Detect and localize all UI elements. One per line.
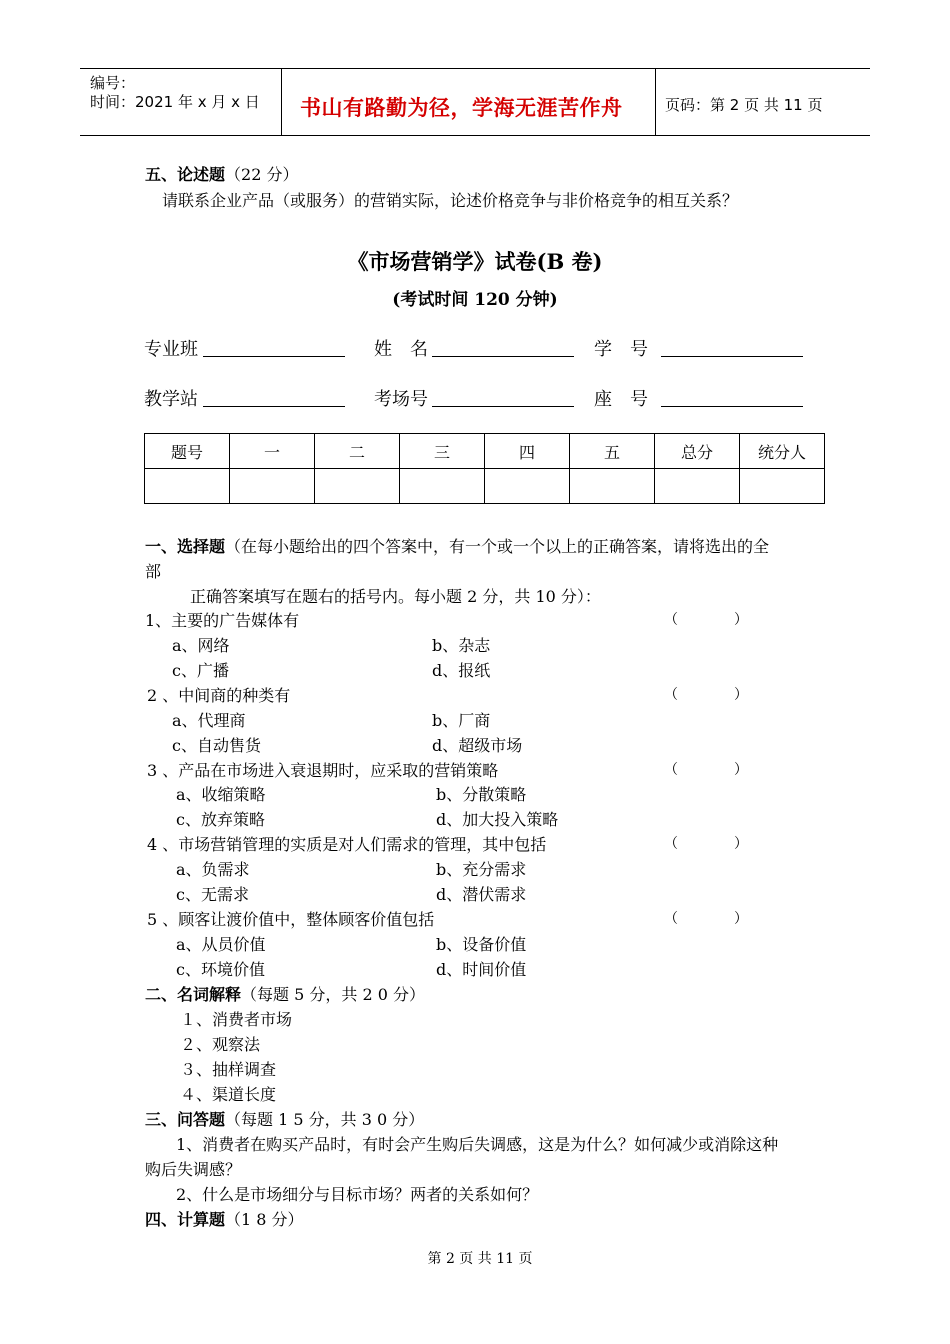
score-value-cell[interactable]	[740, 469, 825, 504]
field-name-line[interactable]	[432, 356, 574, 357]
field-student-id-label: 学 号	[594, 339, 648, 360]
doc-code-label: 编号：	[90, 74, 136, 92]
section4-heading	[145, 1207, 304, 1230]
score-value-cell[interactable]	[570, 469, 655, 504]
option-a: a、网络	[172, 636, 230, 655]
field-student-id-line[interactable]	[661, 356, 803, 357]
option-d: d、潜伏需求	[436, 885, 527, 904]
section5-title: 五、论述题	[145, 165, 226, 184]
section3-q1-line1: 1、消费者在购买产品时，有时会产生购后失调感，这是为什么？如何减少或消除这种	[176, 1135, 779, 1154]
option-c: c、环境价值	[176, 960, 265, 979]
score-value-cell[interactable]	[485, 469, 570, 504]
option-b: b、分散策略	[436, 785, 527, 804]
score-header-cell: 一	[230, 434, 315, 469]
page-info: 页码：第 2 页 共 11 页	[665, 96, 823, 114]
section2-heading	[145, 982, 425, 1005]
question-stem: 3 、产品在市场进入衰退期时，应采取的营销策略	[147, 761, 499, 780]
section1-instruction-b: 部	[145, 562, 162, 581]
header-motto: 书山有路勤为径，学海无涯苦作舟	[300, 96, 623, 120]
score-header-cell: 三	[400, 434, 485, 469]
section4-title: 四、计算题	[145, 1210, 226, 1229]
field-major-line[interactable]	[203, 356, 345, 357]
answer-bracket[interactable]: （ ）	[664, 911, 748, 927]
section1-title: 一、选择题	[145, 537, 226, 556]
section4-score: （1 8 分）	[225, 1210, 304, 1229]
option-c: c、自动售货	[172, 736, 261, 755]
section3-q1-line2: 购后失调感？	[145, 1160, 242, 1179]
score-header-cell: 二	[315, 434, 400, 469]
score-table-value-row	[145, 469, 825, 504]
field-station-label: 教学站	[144, 389, 198, 410]
score-header-cell: 统分人	[740, 434, 825, 469]
answer-bracket[interactable]: （ ）	[664, 687, 748, 703]
section2-title: 二、名词解释	[145, 985, 242, 1004]
score-value-cell[interactable]	[145, 469, 230, 504]
option-c: c、广播	[172, 661, 229, 680]
option-a: a、代理商	[172, 711, 246, 730]
option-d: d、报纸	[432, 661, 491, 680]
field-seat-line[interactable]	[661, 406, 803, 407]
field-room-label: 考场号	[374, 389, 428, 410]
score-value-cell[interactable]	[315, 469, 400, 504]
option-b: b、充分需求	[436, 860, 527, 879]
field-seat-label: 座 号	[594, 389, 648, 410]
section5-question: 请联系企业产品（或服务）的营销实际，论述价格竞争与非价格竞争的相互关系？	[162, 191, 739, 210]
field-station-line[interactable]	[203, 406, 345, 407]
field-name-label: 姓 名	[374, 339, 428, 360]
answer-bracket[interactable]: （ ）	[664, 762, 748, 778]
page-footer: 第 2 页 共 11 页	[427, 1251, 533, 1267]
section1-heading	[145, 534, 769, 557]
header-bottom-rule	[80, 135, 870, 136]
section2-score: （每题 5 分，共 2 0 分）	[241, 985, 425, 1004]
question-stem: 5 、顾客让渡价值中，整体顾客价值包括	[147, 910, 435, 929]
score-header-cell: 五	[570, 434, 655, 469]
question-stem: 4 、市场营销管理的实质是对人们需求的管理，其中包括	[147, 835, 547, 854]
doc-time-label: 时间：2021 年 x 月 x 日	[90, 93, 260, 111]
section5-heading	[145, 162, 298, 185]
option-d: d、时间价值	[436, 960, 527, 979]
exam-subtitle: (考试时间 120 分钟)	[392, 290, 558, 310]
term-item: ３、抽样调查	[180, 1060, 277, 1079]
option-d: d、超级市场	[432, 736, 523, 755]
section3-heading	[145, 1107, 424, 1130]
exam-title: 《市场营销学》试卷(B 卷)	[347, 249, 603, 274]
option-b: b、厂商	[432, 711, 491, 730]
header-divider-left	[281, 68, 282, 135]
score-value-cell[interactable]	[400, 469, 485, 504]
section1-instruction-a: （在每小题给出的四个答案中，有一个或一个以上的正确答案，请将选出的全	[225, 537, 770, 556]
field-room-line[interactable]	[432, 406, 574, 407]
score-table	[144, 433, 825, 504]
term-item: ４、渠道长度	[180, 1085, 277, 1104]
score-header-cell: 四	[485, 434, 570, 469]
answer-bracket[interactable]: （ ）	[664, 612, 748, 628]
option-a: a、收缩策略	[176, 785, 266, 804]
option-b: b、设备价值	[436, 935, 527, 954]
section3-score: （每题 1 5 分，共 3 0 分）	[225, 1110, 425, 1129]
score-header-cell: 题号	[145, 434, 230, 469]
term-item: ２、观察法	[180, 1035, 261, 1054]
header-divider-right	[655, 68, 656, 135]
option-c: c、无需求	[176, 885, 249, 904]
question-stem: 2 、中间商的种类有	[147, 686, 291, 705]
section1-instruction-c: 正确答案填写在题右的括号内。每小题 2 分，共 10 分）：	[190, 587, 601, 606]
section5-score: （22 分）	[225, 165, 299, 184]
option-b: b、杂志	[432, 636, 491, 655]
score-table-header-row	[145, 434, 825, 469]
option-d: d、加大投入策略	[436, 810, 559, 829]
term-item: １、消费者市场	[180, 1010, 293, 1029]
field-major-label: 专业班	[144, 339, 198, 360]
option-a: a、从员价值	[176, 935, 266, 954]
score-value-cell[interactable]	[655, 469, 740, 504]
header-top-rule	[80, 68, 870, 69]
option-c: c、放弃策略	[176, 810, 265, 829]
answer-bracket[interactable]: （ ）	[664, 836, 748, 852]
option-a: a、负需求	[176, 860, 250, 879]
score-header-cell: 总分	[655, 434, 740, 469]
section3-title: 三、问答题	[145, 1110, 226, 1129]
question-stem: 1、主要的广告媒体有	[145, 611, 300, 630]
score-value-cell[interactable]	[230, 469, 315, 504]
section3-q2: 2、什么是市场细分与目标市场？两者的关系如何？	[176, 1185, 539, 1204]
